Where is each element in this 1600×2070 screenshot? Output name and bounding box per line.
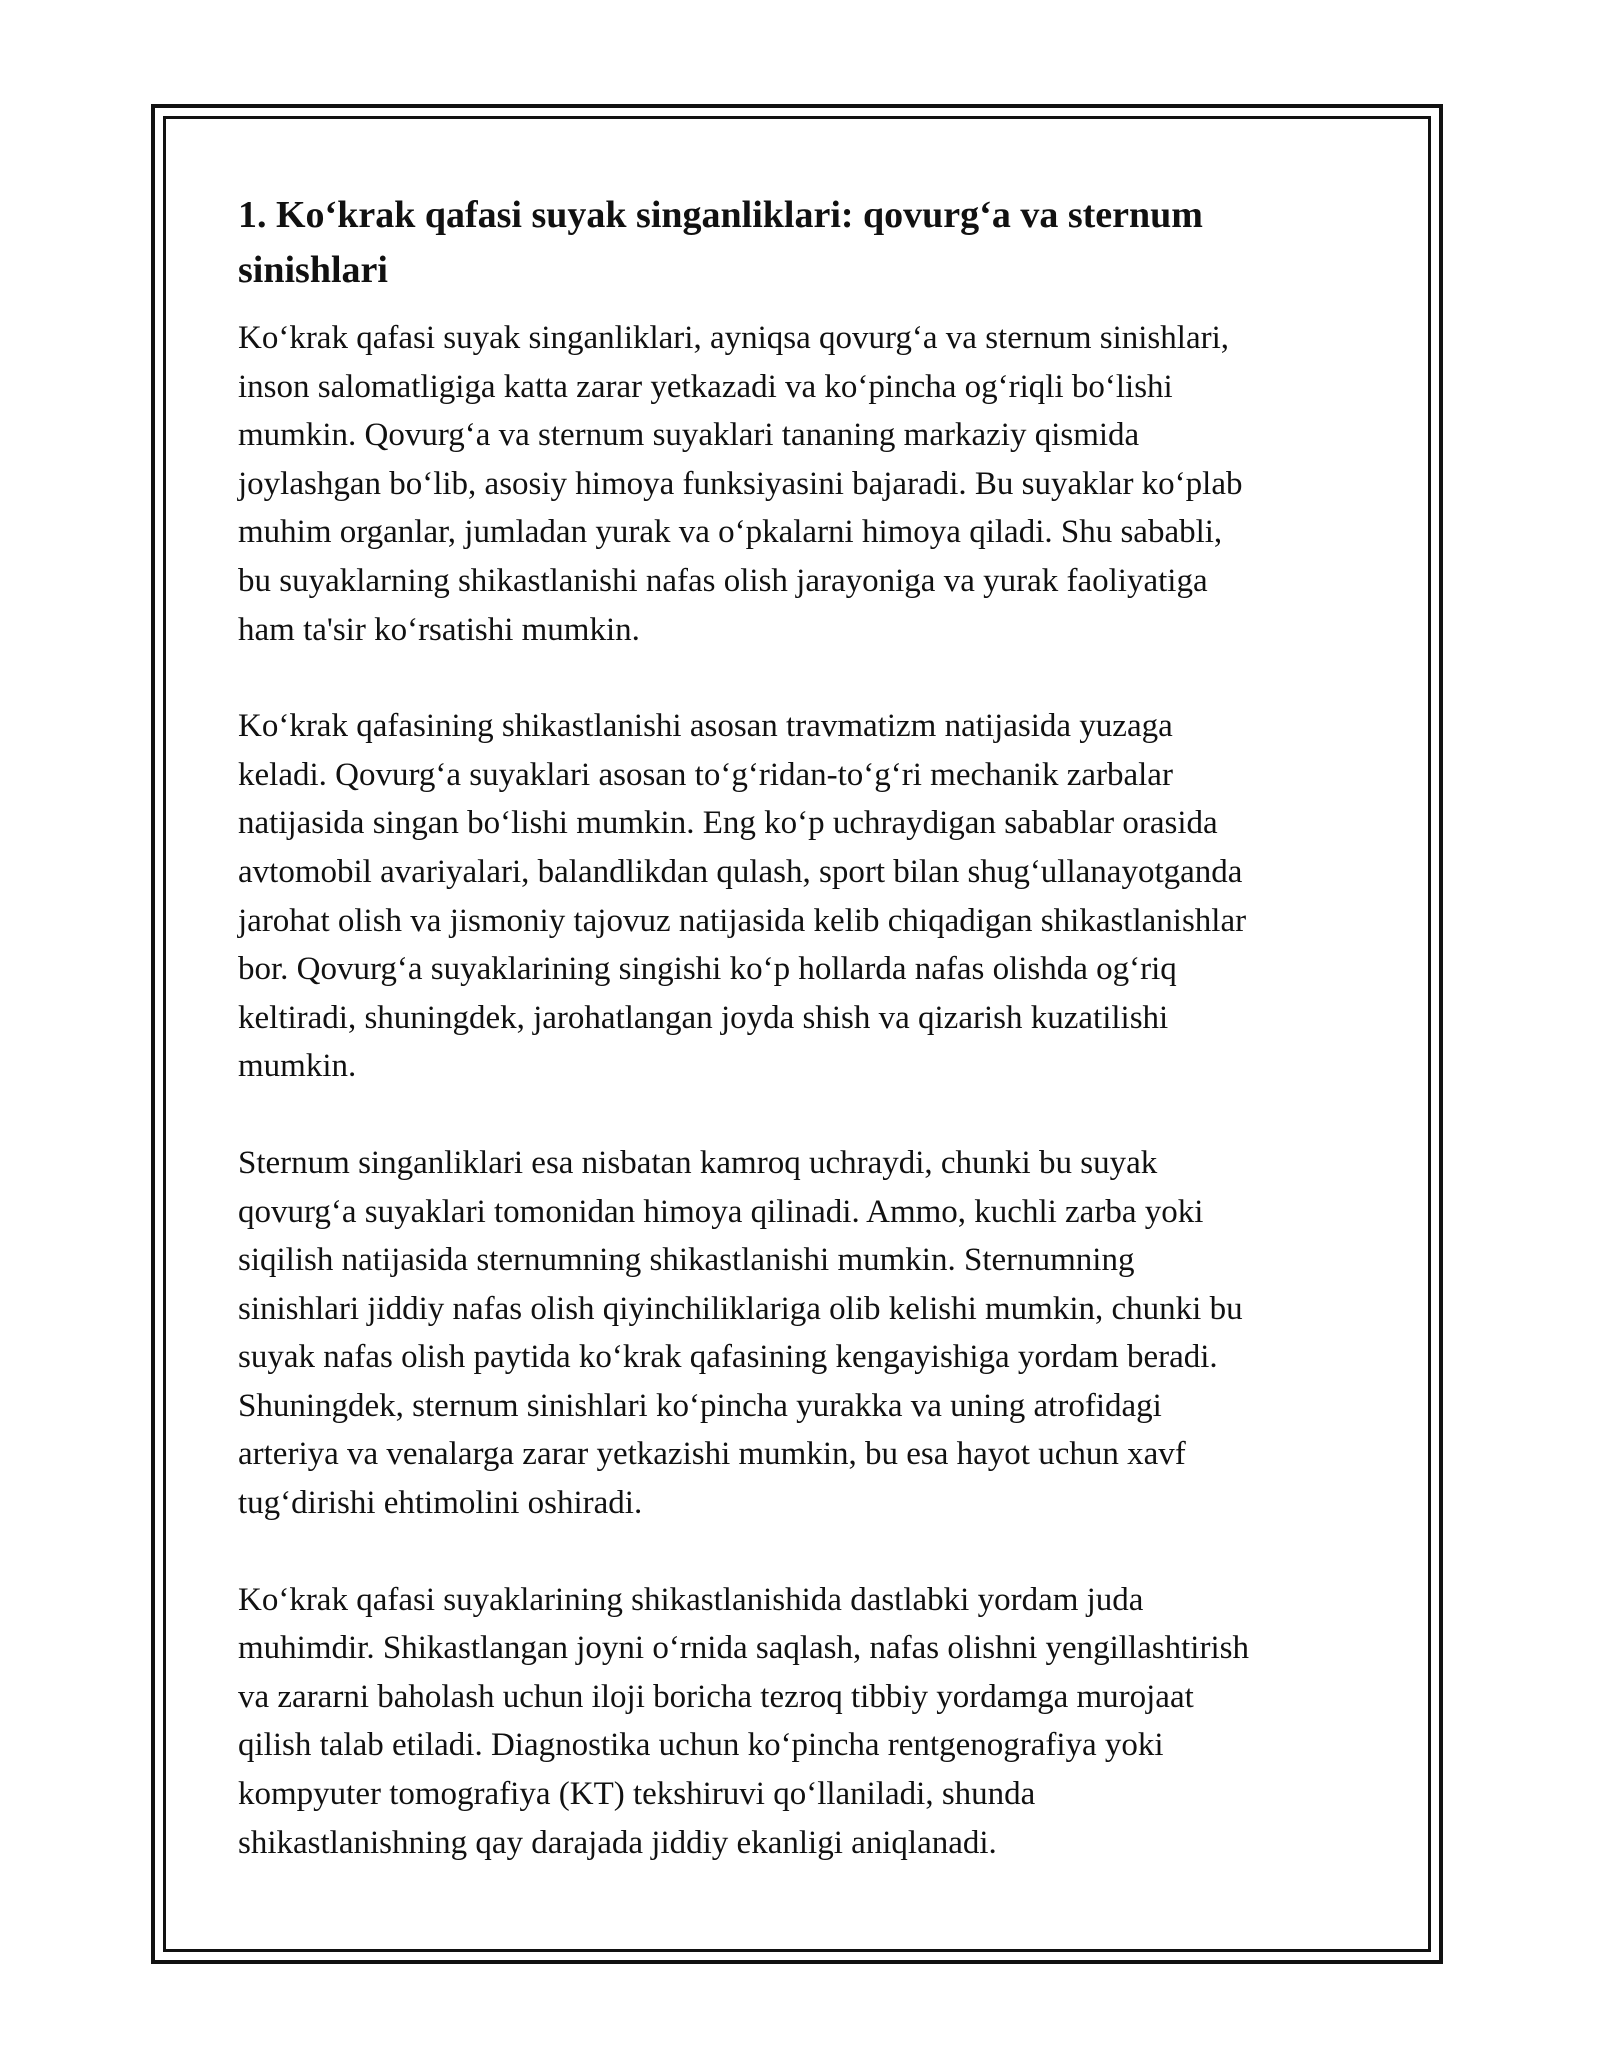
paragraph-3: Sternum singanliklari esa nisbatan kamroq uchraydi, chunki bu suyak qovurg‘a suyaklari tomonidan himoya qilinadi. Ammo, kuchli zarba yoki siqilish natijasida sternumning shikastlanishi mumkin. Sternumning sinishlari jiddiy nafas olish qiyinchiliklariga olib kelishi mumkin, chunki bu suyak nafas olish paytida ko‘krak qafasining kengayishiga yordam beradi. Shuningdek, sternum sinishlari ko‘pincha yurakka va uning atrofidagi arteriya va venalarga zarar yetkazishi mumkin, bu esa hayot uchun xavf tug‘dirishi ehtimolini oshiradi.: [238, 1144, 1243, 1522]
paragraph-4: Ko‘krak qafasi suyaklarining shikastlanishida dastlabki yordam juda muhimdir. Shikastlangan joyni o‘rnida saqlash, nafas olishni yengillashtirish va zararni baholash uchun iloji boricha tezroq tibbiy yordamga murojaat qilish talab etiladi. Diagnostika uchun ko‘pincha rentgenografiya yoki kompyuter tomografiya (KT) tekshiruvi qo‘llaniladi, shunda shikastlanishning qay darajada jiddiy ekanligi aniqlanadi.: [238, 1581, 1249, 1861]
paragraph-1: Ko‘krak qafasi suyak singanliklari, ayniqsa qovurg‘a va sternum sinishlari, inson salomatligiga katta zarar yetkazadi va ko‘pincha og‘riqli bo‘lishi mumkin. Qovurg‘a va sternum suyaklari tananing markaziy qismida joylashgan bo‘lib, asosiy himoya funksiyasini bajaradi. Bu suyaklar ko‘plab muhim organlar, jumladan yurak va o‘pkalarni himoya qiladi. Shu sababli, bu suyaklarning shikastlanishi nafas olish jarayoniga va yurak faoliyatiga ham ta'sir ko‘rsatishi mumkin.: [238, 320, 1243, 648]
document-body: [238, 188, 1368, 1915]
page-border-outer: [151, 104, 1443, 1964]
section-title: 1. Ko‘krak qafasi suyak singanliklari: qovurg‘a va sternum sinishlari: [238, 194, 1203, 291]
paragraph-2: Ko‘krak qafasining shikastlanishi asosan travmatizm natijasida yuzaga keladi. Qovurg‘a suyaklari asosan to‘g‘ridan-to‘g‘ri mechanik zarbalar natijasida singan bo‘lishi mumkin. Eng ko‘p uchraydigan sabablar orasida avtomobil avariyalari, balandlikdan qulash, sport bilan shug‘ullanayotganda jarohat olish va jismoniy tajovuz natijasida kelib chiqadigan shikastlanishlar bor. Qovurg‘a suyaklarining singishi ko‘p hollarda nafas olishda og‘riq keltiradi, shuningdek, jarohatlangan joyda shish va qizarish kuzatilishi mumkin.: [238, 708, 1247, 1085]
